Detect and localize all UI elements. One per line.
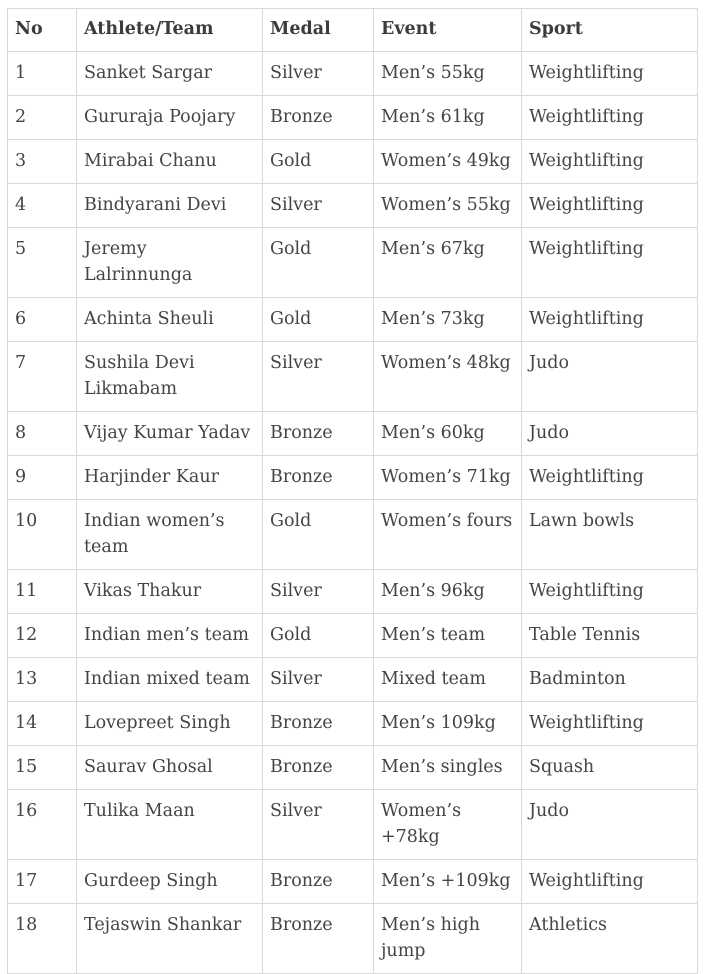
cell-event: Women’s fours [374, 500, 522, 570]
cell-no: 4 [8, 184, 77, 228]
cell-sport: Weightlifting [522, 298, 698, 342]
cell-event: Men’s 67kg [374, 228, 522, 298]
cell-event: Men’s singles [374, 746, 522, 790]
table-row [8, 342, 698, 412]
table-row [8, 904, 698, 974]
cell-event: Women’s 48kg [374, 342, 522, 412]
cell-sport: Weightlifting [522, 140, 698, 184]
cell-sport: Judo [522, 412, 698, 456]
cell-medal: Bronze [263, 456, 374, 500]
cell-no: 11 [8, 570, 77, 614]
cell-no: 14 [8, 702, 77, 746]
column-header-sport: Sport [522, 9, 698, 52]
cell-athlete: Achinta Sheuli [77, 298, 263, 342]
cell-sport: Badminton [522, 658, 698, 702]
cell-medal: Bronze [263, 904, 374, 974]
cell-sport: Weightlifting [522, 702, 698, 746]
cell-medal: Bronze [263, 96, 374, 140]
table-row [8, 614, 698, 658]
cell-medal: Silver [263, 52, 374, 96]
medal-table [7, 8, 698, 974]
cell-sport: Weightlifting [522, 570, 698, 614]
cell-event: Men’s team [374, 614, 522, 658]
cell-athlete: Gurdeep Singh [77, 860, 263, 904]
cell-athlete: Sushila Devi Likmabam [77, 342, 263, 412]
table-body [8, 52, 698, 974]
cell-no: 8 [8, 412, 77, 456]
column-header-no: No [8, 9, 77, 52]
cell-no: 16 [8, 790, 77, 860]
cell-medal: Bronze [263, 860, 374, 904]
cell-sport: Weightlifting [522, 228, 698, 298]
cell-athlete: Tulika Maan [77, 790, 263, 860]
table-row [8, 412, 698, 456]
cell-event: Men’s +109kg [374, 860, 522, 904]
cell-sport: Lawn bowls [522, 500, 698, 570]
cell-athlete: Indian women’s team [77, 500, 263, 570]
cell-event: Men’s 73kg [374, 298, 522, 342]
cell-medal: Silver [263, 570, 374, 614]
cell-no: 10 [8, 500, 77, 570]
cell-no: 9 [8, 456, 77, 500]
cell-no: 13 [8, 658, 77, 702]
cell-athlete: Bindyarani Devi [77, 184, 263, 228]
cell-event: Men’s 61kg [374, 96, 522, 140]
cell-athlete: Jeremy Lalrinnunga [77, 228, 263, 298]
cell-no: 7 [8, 342, 77, 412]
table-row [8, 500, 698, 570]
cell-no: 6 [8, 298, 77, 342]
column-header-medal: Medal [263, 9, 374, 52]
cell-athlete: Vikas Thakur [77, 570, 263, 614]
cell-sport: Judo [522, 790, 698, 860]
cell-athlete: Tejaswin Shankar [77, 904, 263, 974]
table-row [8, 96, 698, 140]
cell-event: Men’s 96kg [374, 570, 522, 614]
cell-no: 18 [8, 904, 77, 974]
cell-medal: Bronze [263, 412, 374, 456]
table-row [8, 456, 698, 500]
cell-athlete: Gururaja Poojary [77, 96, 263, 140]
cell-athlete: Mirabai Chanu [77, 140, 263, 184]
cell-no: 15 [8, 746, 77, 790]
table-row [8, 790, 698, 860]
table-header [8, 9, 698, 52]
cell-athlete: Indian men’s team [77, 614, 263, 658]
cell-event: Men’s 60kg [374, 412, 522, 456]
cell-no: 17 [8, 860, 77, 904]
column-header-athlete: Athlete/Team [77, 9, 263, 52]
cell-event: Women’s 71kg [374, 456, 522, 500]
cell-medal: Silver [263, 184, 374, 228]
cell-athlete: Vijay Kumar Yadav [77, 412, 263, 456]
cell-athlete: Saurav Ghosal [77, 746, 263, 790]
cell-sport: Table Tennis [522, 614, 698, 658]
cell-medal: Silver [263, 342, 374, 412]
cell-sport: Athletics [522, 904, 698, 974]
cell-athlete: Lovepreet Singh [77, 702, 263, 746]
cell-athlete: Sanket Sargar [77, 52, 263, 96]
cell-no: 2 [8, 96, 77, 140]
cell-event: Women’s 49kg [374, 140, 522, 184]
cell-medal: Silver [263, 790, 374, 860]
cell-sport: Weightlifting [522, 860, 698, 904]
cell-no: 1 [8, 52, 77, 96]
cell-sport: Judo [522, 342, 698, 412]
header-row [8, 9, 698, 52]
cell-medal: Gold [263, 614, 374, 658]
table-row [8, 184, 698, 228]
cell-event: Mixed team [374, 658, 522, 702]
cell-sport: Squash [522, 746, 698, 790]
table-row [8, 140, 698, 184]
cell-no: 3 [8, 140, 77, 184]
cell-event: Men’s 109kg [374, 702, 522, 746]
cell-sport: Weightlifting [522, 52, 698, 96]
cell-medal: Gold [263, 228, 374, 298]
table-row [8, 228, 698, 298]
cell-athlete: Harjinder Kaur [77, 456, 263, 500]
cell-medal: Bronze [263, 702, 374, 746]
cell-athlete: Indian mixed team [77, 658, 263, 702]
cell-sport: Weightlifting [522, 184, 698, 228]
table-row [8, 702, 698, 746]
cell-medal: Gold [263, 298, 374, 342]
table-row [8, 658, 698, 702]
cell-no: 5 [8, 228, 77, 298]
column-header-event: Event [374, 9, 522, 52]
cell-medal: Silver [263, 658, 374, 702]
cell-event: Women’s +78kg [374, 790, 522, 860]
cell-sport: Weightlifting [522, 96, 698, 140]
cell-medal: Gold [263, 500, 374, 570]
table-row [8, 298, 698, 342]
cell-event: Men’s 55kg [374, 52, 522, 96]
table-row [8, 746, 698, 790]
cell-medal: Bronze [263, 746, 374, 790]
table-row [8, 860, 698, 904]
cell-event: Men’s high jump [374, 904, 522, 974]
cell-event: Women’s 55kg [374, 184, 522, 228]
table-row [8, 570, 698, 614]
table-row [8, 52, 698, 96]
cell-no: 12 [8, 614, 77, 658]
cell-medal: Gold [263, 140, 374, 184]
cell-sport: Weightlifting [522, 456, 698, 500]
